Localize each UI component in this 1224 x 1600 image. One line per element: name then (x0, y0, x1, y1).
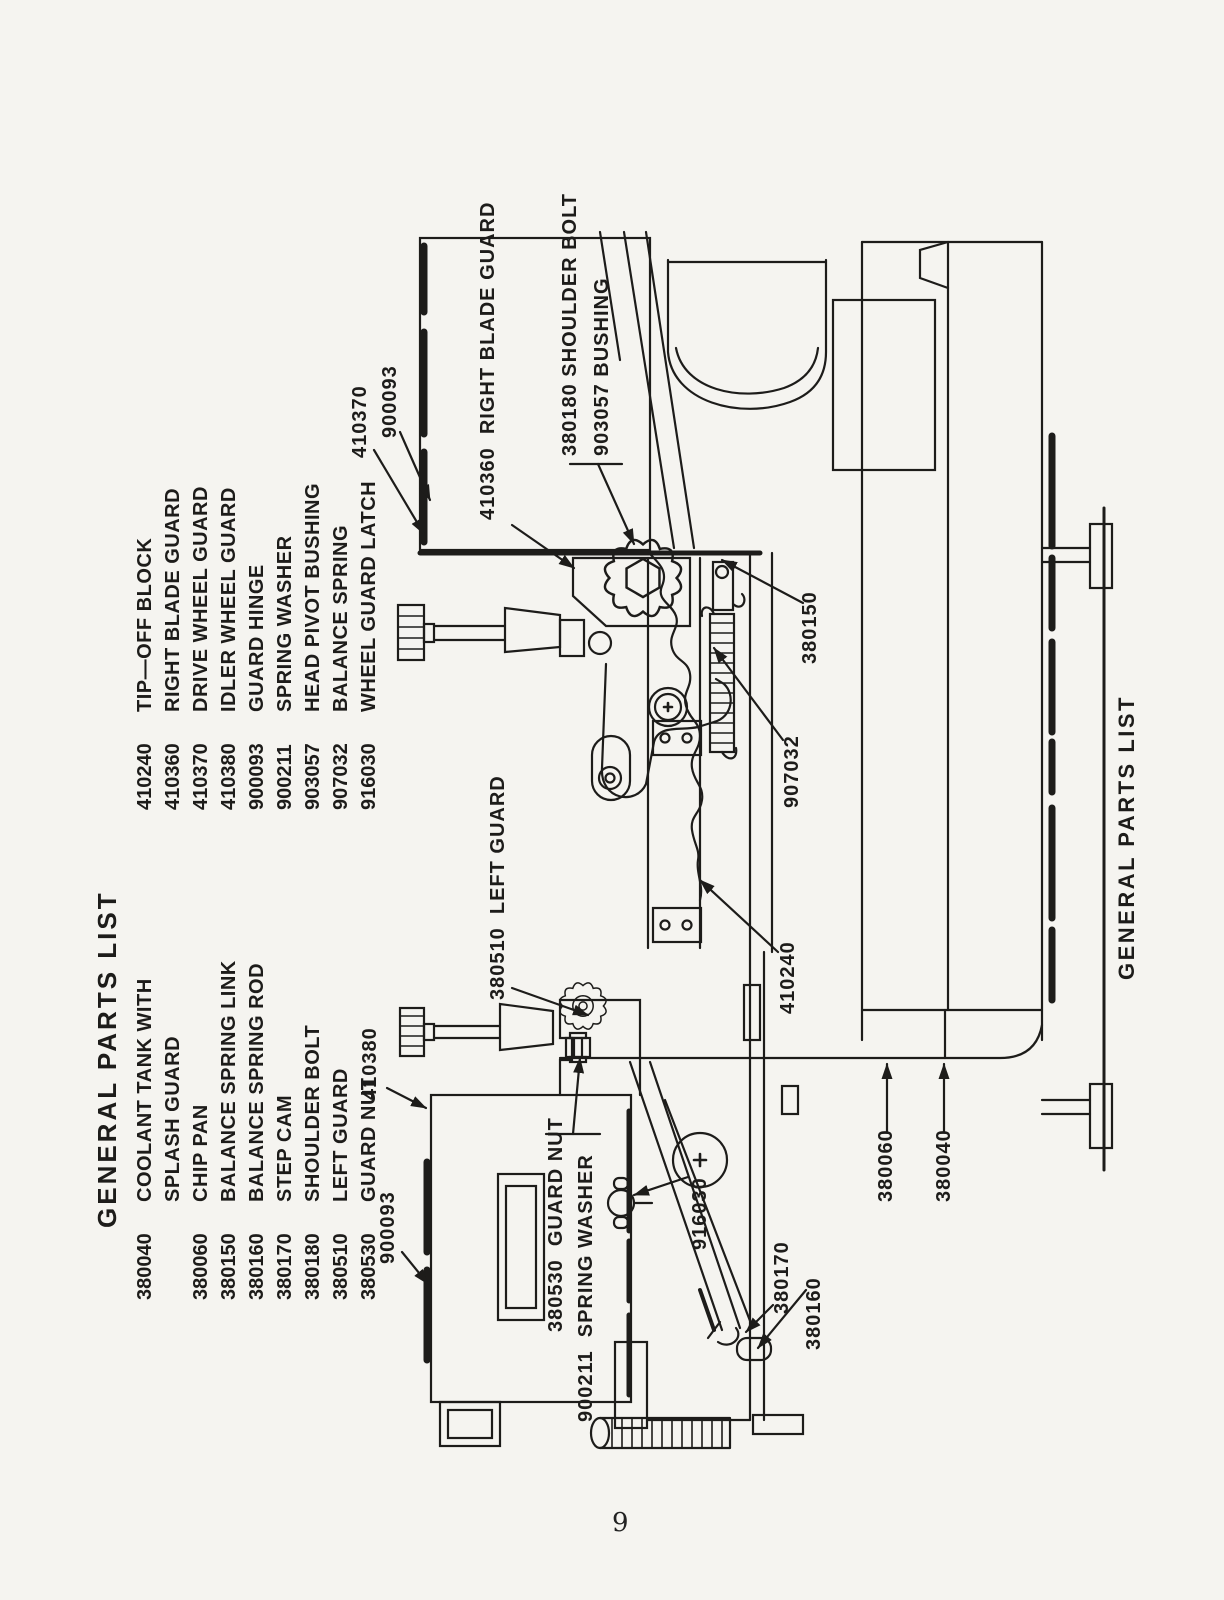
callout-916030: 916030 (689, 1177, 711, 1250)
parts-list-row: 380160BALANCE SPRING ROD (246, 962, 268, 1300)
drive-wheel-guard (420, 232, 760, 553)
parts-list-row: 380040COOLANT TANK WITH (134, 978, 156, 1300)
parts-list-row: 916030WHEEL GUARD LATCH (358, 480, 380, 810)
callout-380160: 380160 (803, 1277, 825, 1350)
callout-380170: 380170 (771, 1241, 793, 1314)
parts-list-row: 903057HEAD PIVOT BUSHING (302, 482, 324, 810)
callout-410240: 410240 (777, 941, 799, 1014)
parts-list-row: 380180SHOULDER BOLT (302, 1024, 324, 1300)
callout-903057-bushing: 903057 BUSHING (591, 277, 613, 456)
callout-907032: 907032 (781, 735, 803, 808)
callout-380060: 380060 (875, 1129, 897, 1202)
parts-list-row: 410380IDLER WHEEL GUARD (218, 487, 240, 810)
callout-410380: 410380 (359, 1027, 381, 1100)
parts-list-row: 380530GUARD NUT (358, 1077, 380, 1300)
parts-list-row: 380060CHIP PAN (190, 1104, 212, 1300)
callout-900093-left-guard: 900093 (377, 1191, 399, 1264)
callout-410360-right-blade-guard: 410360 RIGHT BLADE GUARD (477, 201, 499, 520)
callout-380040: 380040 (933, 1129, 955, 1202)
parts-list-row: 410370DRIVE WHEEL GUARD (190, 486, 212, 810)
idler-wheel-guard (427, 1000, 640, 1446)
motor (668, 260, 826, 409)
diagram-caption: GENERAL PARTS LIST (1114, 695, 1139, 980)
callout-410370: 410370 (349, 385, 371, 458)
parts-list-title: GENERAL PARTS LIST (92, 890, 122, 1228)
step-cam-pulley (591, 1418, 730, 1448)
callout-380180-shoulder-bolt: 380180 SHOULDER BOLT (559, 192, 581, 456)
page-number: 9 (612, 1508, 629, 1538)
parts-list-row: 907032BALANCE SPRING (330, 524, 352, 810)
callout-900093-head: 900093 (379, 365, 401, 438)
bed-and-tank (560, 242, 1052, 1114)
parts-list-row: 380170STEP CAM (274, 1095, 296, 1300)
callout-380530-guard-nut: 380530 GUARD NUT (545, 1117, 567, 1332)
parts-list-row: 900211SPRING WASHER (274, 535, 296, 810)
parts-list-row: 380150BALANCE SPRING LINK (218, 960, 240, 1300)
parts-list-row: 410240TIP—OFF BLOCK (134, 537, 156, 810)
callout-380510-left-guard: 380510 LEFT GUARD (487, 775, 509, 1000)
parts-list-row: 900093GUARD HINGE (246, 564, 268, 810)
guide-lock-washer (560, 983, 606, 1029)
callout-380150: 380150 (799, 591, 821, 664)
parts-list-row: 380510LEFT GUARD (330, 1068, 352, 1300)
parts-list-row: SPLASH GUARD (162, 1035, 184, 1202)
head-pivot-assembly (560, 540, 745, 1029)
callout-900211-spring-washer: 900211 SPRING WASHER (575, 1154, 597, 1422)
parts-list-row: 410360RIGHT BLADE GUARD (162, 487, 184, 810)
